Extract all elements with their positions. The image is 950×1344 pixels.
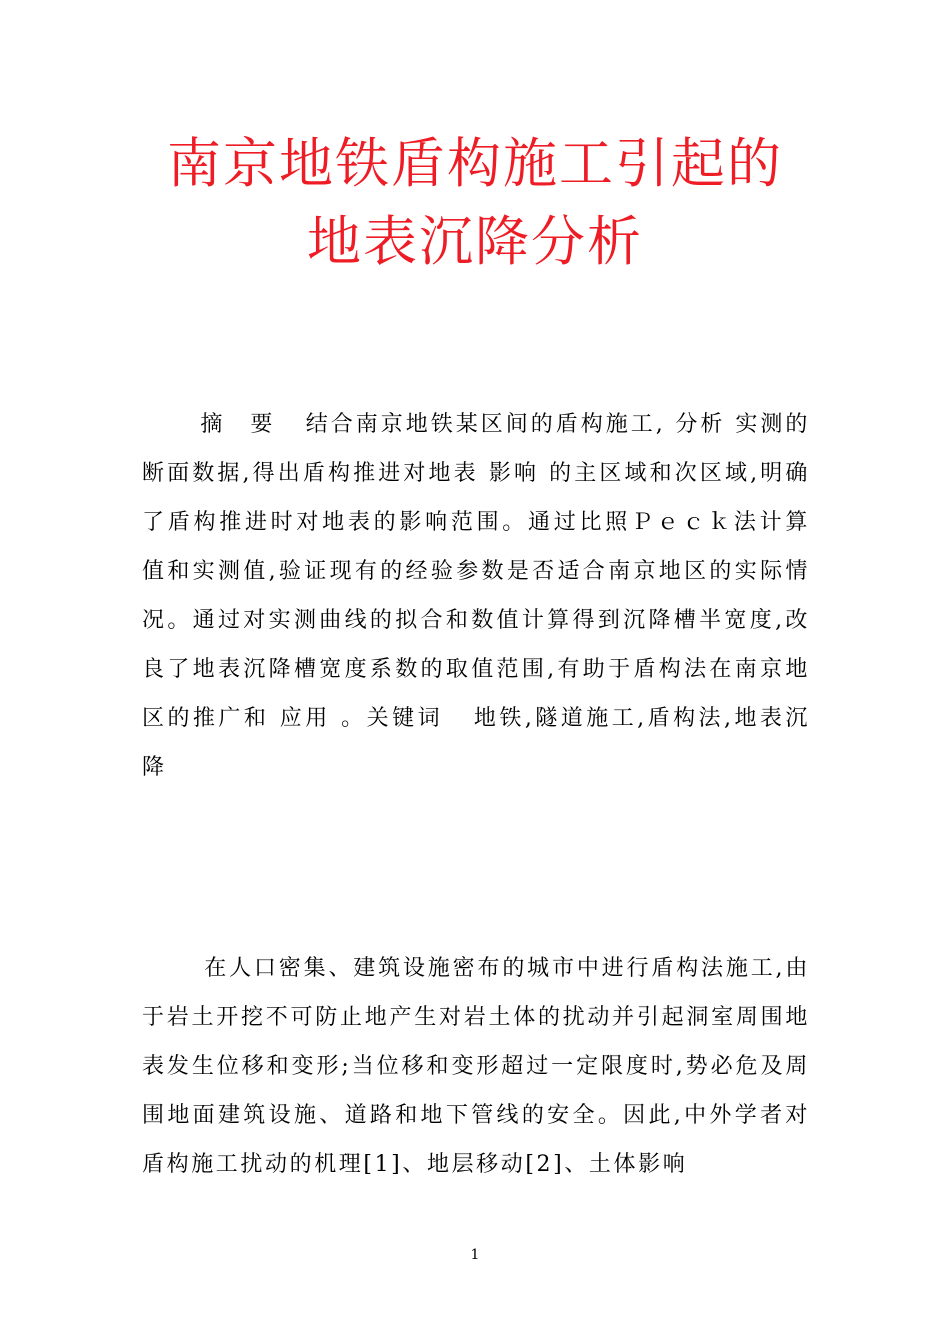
keywords-text: 地铁,隧道施工,盾构法,地表沉降 [142, 706, 810, 780]
abstract-paragraph [142, 400, 810, 792]
page-number: 1 [470, 1247, 480, 1263]
abstract-label: 摘 要 [200, 412, 276, 437]
document-title-line-1: 南京地铁盾构施工引起的 [167, 132, 783, 195]
document-title-line-2: 地表沉降分析 [307, 210, 643, 273]
intro-paragraph [142, 944, 810, 1189]
intro-text: 在人口密集、建筑设施密布的城市中进行盾构法施工,由于岩土开挖不可防止地产生对岩土体的扰动并引起洞室周围地表发生位移和变形;当位移和变形超过一定限度时,势必危及周围地面建筑设施、道路和地下管线的安全。因此,中外学者对盾构施工扰动的机理[1]、地层移动[2]、土体影响 [142, 956, 810, 1177]
abstract-text: 结合南京地铁某区间的盾构施工, 分析 实测的断面数据,得出盾构推进对地表 影响 的主区域和次区域,明确了盾构推进时对地表的影响范围。通过比照Ｐｅｃｋ法计算 值和实测值,验证现有的经验参数是否适合南京地区的实际情况。通过对实测曲线的拟合和数值计算得到沉降槽半宽度,改良了地表沉降槽宽度系数的取值范围,有助于盾构法在南京地区的推广和 应用 。 [142, 412, 810, 731]
keywords-label: 关键词 [366, 706, 444, 731]
